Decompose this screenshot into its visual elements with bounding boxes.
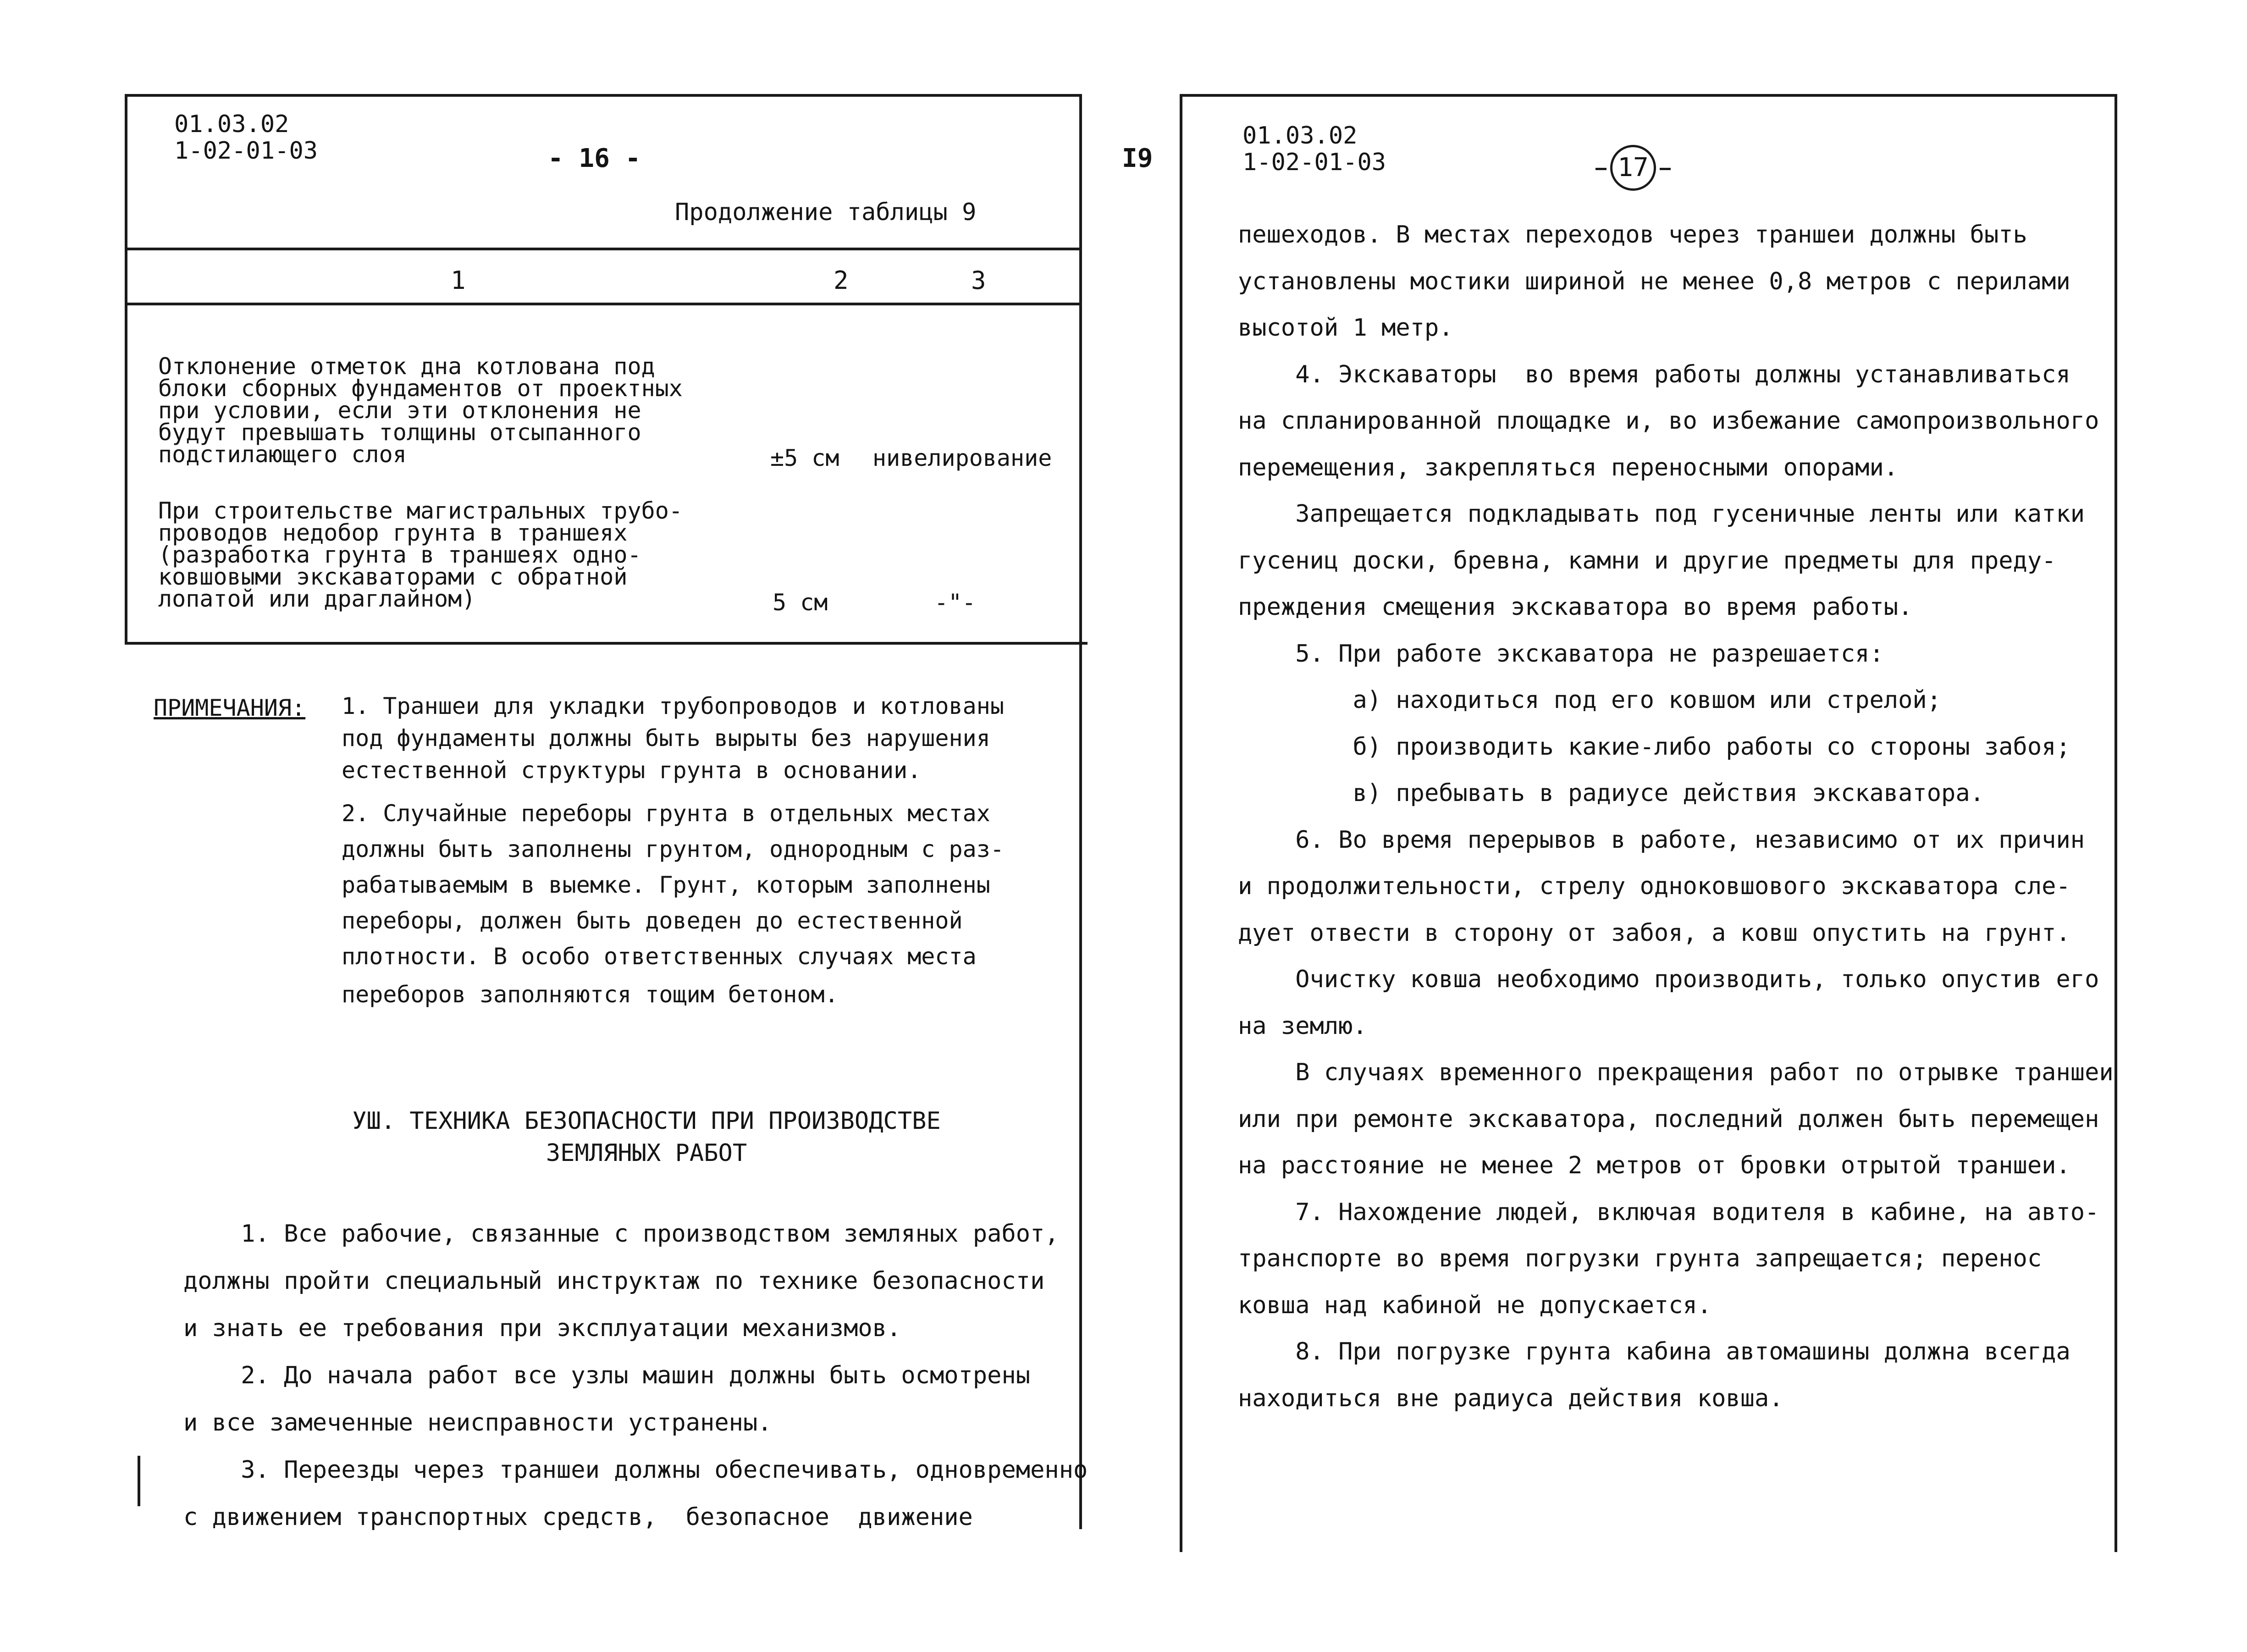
left-code-line1: 01.03.02 xyxy=(174,111,289,138)
left-frame-top xyxy=(125,94,1082,97)
table-header-bottom-rule xyxy=(125,303,1082,305)
note-1: 1. Траншеи для укладки трубопроводов и котлованы под фундаменты должны быть вырыты без нарушения естественной структуры грунта в основании. xyxy=(342,693,1004,784)
table-row-1-text: Отклонение отметок дна котлована под блоки сборных фундаментов от проектных при условии, если эти отклонения не будут превышать толщины отсыпанного подстилающего слоя xyxy=(158,353,683,468)
note-2: 2. Случайные переборы грунта в отдельных местах должны быть заполнены грунтом, однородным с раз- рабатываемым в выемке. Грунт, которым заполнены переборы, должен быть доведен до естественной плотности. В особо ответственных случаях места xyxy=(342,800,1004,970)
right-body-text: пешеходов. В местах переходов через траншеи должны быть установлены мостики шириной не менее 0,8 метров с перилами высотой 1 метр. 4. Экскаваторы во время работы должны устанавливаться на спланированной площадке и, во избежание самопроизвольного перемещения, закрепляться переносными опорами. Запрещается подкладывать под гусеничные ленты или катки гусениц доски, бревна, камни и другие предметы для преду- преждения смещения экскаватора во время работы. 5. При работе экскаватора не разрешается: а) находиться под его ковшом или стрелой; б) производить какие-либо работы со стороны забоя; в) пребывать в радиусе действия экскаватора. 6. Во время перерывов в работе, независимо от их причин и продолжительности, стрелу одноковшового экскаватора сле- дует отвести в сторону от забоя, а ковш опустить на грунт. Очистку ковша необходимо производить, только опустив его на землю. В случаях временного прекращения работ по отрывке траншеи или при ремонте экскаватора, последний должен быть перемещен на расстояние не менее 2 метров от бровки отрытой траншеи. 7. Нахождение людей, включая водителя в кабине, на авто- транспорте во время погрузки грунта запрещается; перенос ковша над кабиной не допускается. 8. При погрузке грунта кабина автомашины должна всегда находиться вне радиуса действия ковша. xyxy=(1238,221,2114,1412)
table-row-1-control: нивелирование xyxy=(872,445,1052,471)
margin-mark xyxy=(138,1456,140,1506)
left-document-code xyxy=(174,112,318,163)
left-body-text: 1. Все рабочие, связанные с производством земляных работ, должны пройти специальный инструктаж по технике безопасности и знать ее требования при эксплуатации механизмов. 2. До начала работ все узлы машин должны быть осмотрены и все замеченные неисправности устранены. 3. Переезды через траншеи должны обеспечивать, одновременно с движением транспортных средств, безопасное движение xyxy=(183,1220,1088,1531)
notes-label: ПРИМЕЧАНИЯ: xyxy=(154,695,306,721)
table-bottom-rule xyxy=(125,642,1088,645)
right-code-line2: 1-02-01-03 xyxy=(1242,149,1386,176)
sheet-number: I9 xyxy=(1122,144,1153,173)
right-frame-top xyxy=(1180,94,2117,97)
table-caption: Продолжение таблицы 9 xyxy=(675,199,977,226)
right-document-code xyxy=(1242,124,1386,174)
left-page-number: - 16 - xyxy=(548,144,641,173)
table-header-top-rule xyxy=(125,248,1082,250)
column-header-2: 2 xyxy=(834,266,849,295)
right-page-number: 17 xyxy=(1618,153,1649,182)
column-header-3: 3 xyxy=(971,266,986,295)
table-row-2-control: -"- xyxy=(934,589,976,616)
left-code-line2: 1-02-01-03 xyxy=(174,137,318,165)
table-row-1-tolerance: ±5 см xyxy=(770,445,839,471)
left-frame-left xyxy=(125,94,127,644)
page-number-dash-right xyxy=(1660,168,1671,170)
note-2-end: переборов заполняются тощим бетоном. xyxy=(342,981,839,1008)
table-row-2-text: При строительстве магистральных трубо- проводов недобор грунта в траншеях (разработка грунта в траншеях одно- ковшовыми экскаваторами с обратной лопатой или драглайном) xyxy=(158,497,683,612)
section-title: УШ. ТЕХНИКА БЕЗОПАСНОСТИ ПРИ ПРОИЗВОДСТВЕ ЗЕМЛЯНЫХ РАБОТ xyxy=(352,1107,941,1167)
right-code-line1: 01.03.02 xyxy=(1242,122,1358,149)
page-number-dash-left xyxy=(1596,168,1607,170)
table-row-2-tolerance: 5 см xyxy=(773,589,828,616)
column-header-1: 1 xyxy=(451,266,466,295)
right-frame-left xyxy=(1180,94,1182,1552)
right-frame-right xyxy=(2114,94,2117,1552)
